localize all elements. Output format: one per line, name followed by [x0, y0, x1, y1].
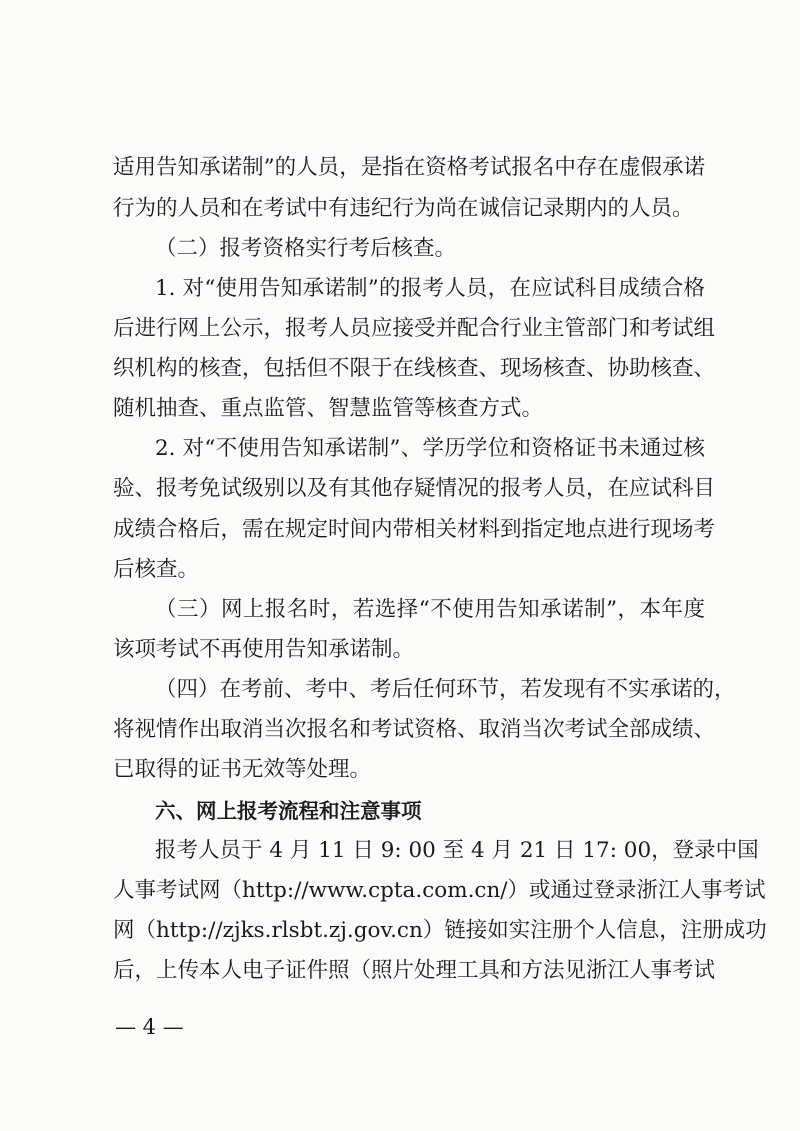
text-line: 1. 对“使用告知承诺制”的报考人员，在应试科目成绩合格 [155, 276, 705, 301]
text-line: 后进行网上公示，报考人员应接受并配合行业主管部门和考试组 [113, 316, 716, 341]
page-number: — 4 — [115, 1015, 184, 1039]
section-subheading: （二）报考资格实行考后核查。 [155, 236, 457, 261]
text-line: 织机构的核查，包括但不限于在线核查、现场核查、协助核查、 [113, 356, 716, 381]
text-line: 人事考试网（http://www.cpta.com.cn/）或通过登录浙江人事考试 [113, 878, 766, 903]
text-line: 成绩合格后，需在规定时间内带相关材料到指定地点进行现场考 [113, 517, 716, 542]
text-line: 行为的人员和在考试中有违纪行为尚在诚信记录期内的人员。 [113, 196, 694, 221]
text-line: 后，上传本人电子证件照（照片处理工具和方法见浙江人事考试 [113, 958, 716, 983]
text-line: （三）网上报名时，若选择“不使用告知承诺制”，本年度 [155, 597, 705, 622]
text-line: 2. 对“不使用告知承诺制”、学历学位和资格证书未通过核 [155, 436, 705, 461]
text-line: （四）在考前、考中、考后任何环节，若发现有不实承诺的， [155, 677, 736, 702]
text-line: 网（http://zjks.rlsbt.zj.gov.cn）链接如实注册个人信息，注册成功 [113, 918, 767, 943]
text-line: 后核查。 [113, 557, 200, 582]
text-line: 该项考试不再使用告知承诺制。 [113, 637, 415, 662]
text-line: 适用告知承诺制”的人员，是指在资格考试报名中存在虚假承诺 [113, 155, 705, 180]
text-line: 报考人员于 4 月 11 日 9: 00 至 4 月 21 日 17: 00，登录中国 [155, 838, 759, 863]
text-line: 将视情作出取消当次报名和考试资格、取消当次考试全部成绩、 [113, 717, 716, 742]
text-line: 验、报考免试级别以及有其他存疑情况的报考人员，在应试科目 [113, 476, 716, 501]
text-line: 已取得的证书无效等处理。 [113, 757, 372, 782]
text-line: 随机抽查、重点监管、智慧监管等核查方式。 [113, 396, 544, 421]
section-heading: 六、网上报考流程和注意事项 [155, 799, 422, 823]
